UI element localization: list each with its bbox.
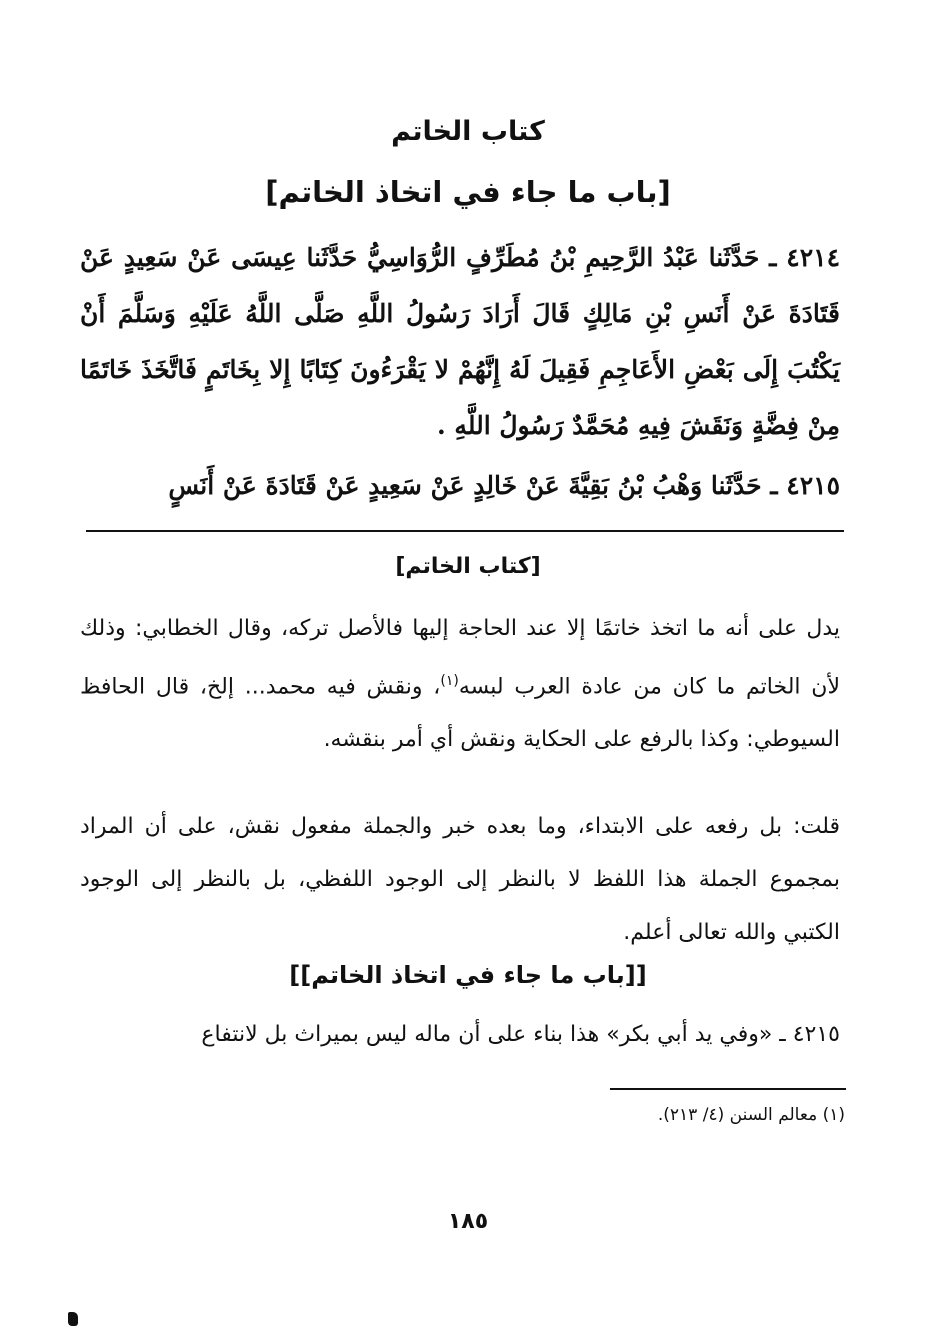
book-title: كتاب الخاتم bbox=[391, 116, 545, 147]
commentary-paragraph-1 bbox=[80, 602, 840, 766]
hadith-4214-text: ٤٢١٤ ـ حَدَّثَنا عَبْدُ الرَّحِيمِ بْنُ مُطَرِّفٍ الرُّوَاسِيُّ حَدَّثَنا عِيسَى عَنْ سَعِيدٍ عَنْ قَتَادَةَ عَنْ أَنَسِ بْنِ مَالِكٍ قَالَ أَرَادَ رَسُولُ اللَّهِ صَلَّى اللَّهُ عَلَيْهِ وَسَلَّمَ أَنْ يَكْتُبَ إِلَى بَعْضِ الأَعَاجِمِ فَقِيلَ لَهُ إِنَّهُمْ لا يَقْرَءُونَ كِتَابًا إِلا بِخَاتَمٍ فَاتَّخَذَ خَاتَمًا مِنْ فِضَّةٍ وَنَقَشَ فِيهِ مُحَمَّدٌ رَسُولُ اللَّهِ . bbox=[80, 243, 840, 440]
section-divider bbox=[86, 530, 844, 532]
commentary-p1-text-start: يدل على أنه ما اتخذ خاتمًا إلا عند الحاجة إليها فالأصل تركه، وقال الخطابي: وذلك لأن الخاتم ما كان من عادة العرب لبسه bbox=[80, 616, 841, 700]
commentary-paragraph-2: قلت: بل رفعه على الابتداء، وما بعده خبر والجملة مفعول نقش، على أن المراد بمجموع الجملة هذا اللفظ لا بالنظر إلى الوجود اللفظي، بل بالنظر إلى الوجود الكتبي والله تعالى أعلم. bbox=[80, 814, 840, 945]
footnote-reference: (١) bbox=[440, 673, 459, 689]
scan-speck bbox=[68, 1312, 78, 1326]
commentary-p1-text-end: ، ونقش فيه محمد... إلخ، قال الحافظ السيوطي: وكذا بالرفع على الحكاية ونقش أي أمر بنقشه. bbox=[80, 674, 840, 753]
commentary-chapter-title: [[باب ما جاء في اتخاذ الخاتم]] bbox=[289, 961, 647, 989]
commentary-title: [كتاب الخاتم] bbox=[395, 554, 541, 579]
commentary-paragraph-3: ٤٢١٥ ـ «وفي يد أبي بكر» هذا بناء على أن ماله ليس بميراث بل لانتفاع bbox=[201, 1022, 840, 1047]
hadith-4215-text: ٤٢١٥ ـ حَدَّثَنا وَهْبُ بْنُ بَقِيَّةَ عَنْ خَالِدٍ عَنْ سَعِيدٍ عَنْ قَتَادَةَ عَنْ أَنَسٍ bbox=[168, 471, 840, 500]
footnote: (١) معالم السنن (٤/ ٢١٣). bbox=[657, 1105, 845, 1125]
page-number: ١٨٥ bbox=[447, 1209, 489, 1234]
footnote-divider bbox=[610, 1088, 846, 1090]
chapter-title: [باب ما جاء في اتخاذ الخاتم] bbox=[265, 175, 671, 209]
